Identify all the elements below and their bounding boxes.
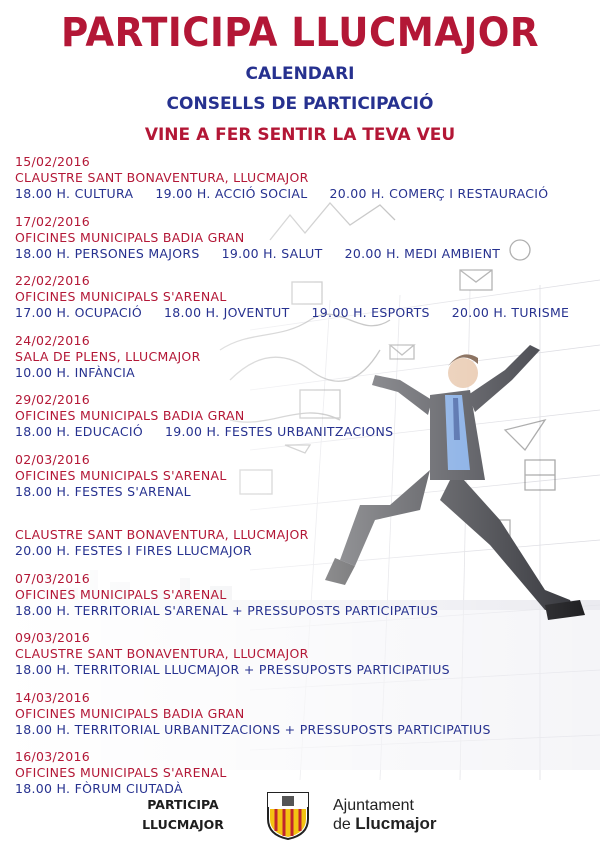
footer [0, 785, 600, 845]
event-item [15, 630, 595, 690]
event-session: 20.00 H. MEDI AMBIENT [344, 245, 501, 261]
event-date: 24/02/2016 [15, 332, 91, 348]
event-session: 18.00 H. EDUCACIÓ [15, 424, 143, 439]
event-session: 20.00 H. COMERÇ I RESTAURACIÓ [329, 186, 549, 201]
event-place: OFICINES MUNICIPALS BADIA GRAN [15, 408, 245, 423]
ajuntament-llucmajor-logo-text [333, 797, 437, 834]
subtitle-calendar: CALENDARI [245, 64, 355, 84]
event-place: CLAUSTRE SANT BONAVENTURA, LLUCMAJOR [15, 527, 309, 542]
footer-left-line1: PARTICIPA [147, 797, 219, 812]
event-sessions [15, 424, 595, 440]
event-place: OFICINES MUNICIPALS S'ARENAL [15, 467, 227, 483]
event-place: OFICINES MUNICIPALS S'ARENAL [15, 289, 227, 304]
participa-llucmajor-logo-text [128, 795, 238, 835]
event-sessions [15, 722, 595, 738]
event-session: 17.00 H. OCUPACIÓ [15, 305, 143, 320]
event-date: 16/03/2016 [15, 749, 91, 764]
event-session: 20.00 H. TURISME [451, 305, 570, 320]
tagline: VINE A FER SENTIR LA TEVA VEU [144, 125, 456, 145]
event-date: 29/02/2016 [15, 392, 91, 407]
event-place: OFICINES MUNICIPALS BADIA GRAN [15, 229, 245, 245]
event-date [15, 511, 595, 527]
event-session: 19.00 H. ESPORTS [311, 305, 430, 320]
event-place: SALA DE PLENS, LLUCMAJOR [15, 348, 201, 364]
event-sessions [15, 484, 595, 500]
footer-right-bold: Llucmajor [355, 814, 437, 833]
event-date: 07/03/2016 [15, 570, 91, 586]
event-place: CLAUSTRE SANT BONAVENTURA, LLUCMAJOR [15, 170, 309, 185]
event-item [15, 333, 595, 393]
event-date: 02/03/2016 [15, 451, 91, 467]
event-item [15, 392, 595, 452]
event-item [15, 154, 595, 214]
event-item [15, 452, 595, 512]
event-sessions [15, 603, 595, 619]
event-session: 19.00 H. ACCIÓ SOCIAL [155, 186, 308, 201]
event-session: 19.00 H. SALUT [221, 245, 323, 261]
event-session: 19.00 H. FESTES URBANITZACIONS [164, 424, 394, 439]
event-sessions [15, 246, 595, 262]
event-sessions [15, 186, 595, 202]
event-calendar-list [15, 154, 595, 809]
event-session: 18.00 H. TERRITORIAL URBANITZACIONS + PRESSUPOSTS PARTICIPATIUS [15, 721, 491, 737]
event-session: 18.00 H. FÒRUM CIUTADÀ [15, 781, 183, 796]
event-sessions [15, 662, 595, 678]
footer-left-line2: LLUCMAJOR [142, 817, 224, 832]
footer-right-prefix: de [333, 816, 351, 833]
event-place: OFICINES MUNICIPALS S'ARENAL [15, 586, 227, 602]
event-session: 10.00 H. INFÀNCIA [15, 364, 135, 380]
event-place: OFICINES MUNICIPALS BADIA GRAN [15, 705, 245, 721]
event-sessions [15, 365, 595, 381]
event-session: 18.00 H. JOVENTUT [164, 305, 290, 320]
footer-right-line1: Ajuntament [333, 797, 414, 814]
event-session: 18.00 H. FESTES S'ARENAL [15, 483, 191, 499]
event-session: 20.00 H. FESTES I FIRES LLUCMAJOR [15, 543, 253, 558]
event-sessions [15, 305, 595, 321]
event-date: 17/02/2016 [15, 213, 91, 229]
event-date: 22/02/2016 [15, 273, 91, 288]
event-sessions [15, 543, 595, 559]
event-item [15, 511, 595, 571]
event-place: OFICINES MUNICIPALS S'ARENAL [15, 765, 227, 780]
subtitle-councils: CONSELLS DE PARTICIPACIÓ [166, 94, 434, 114]
event-date: 09/03/2016 [15, 630, 91, 645]
event-session: 18.00 H. TERRITORIAL S'ARENAL + PRESSUPOSTS PARTICIPATIUS [15, 602, 439, 618]
event-item [15, 273, 595, 333]
event-session: 18.00 H. PERSONES MAJORS [15, 245, 200, 261]
event-item [15, 571, 595, 631]
event-session: 18.00 H. TERRITORIAL LLUCMAJOR + PRESSUPOSTS PARTICIPATIUS [15, 662, 450, 677]
event-date: 15/02/2016 [15, 154, 91, 169]
event-item [15, 690, 595, 750]
llucmajor-crest-icon [262, 789, 314, 841]
event-date: 14/03/2016 [15, 689, 91, 705]
event-session: 18.00 H. CULTURA [15, 186, 134, 201]
footer-right-line2 [333, 815, 437, 834]
event-item [15, 214, 595, 274]
event-place: CLAUSTRE SANT BONAVENTURA, LLUCMAJOR [15, 646, 309, 661]
page-title: PARTICIPA LLUCMAJOR [61, 10, 539, 56]
